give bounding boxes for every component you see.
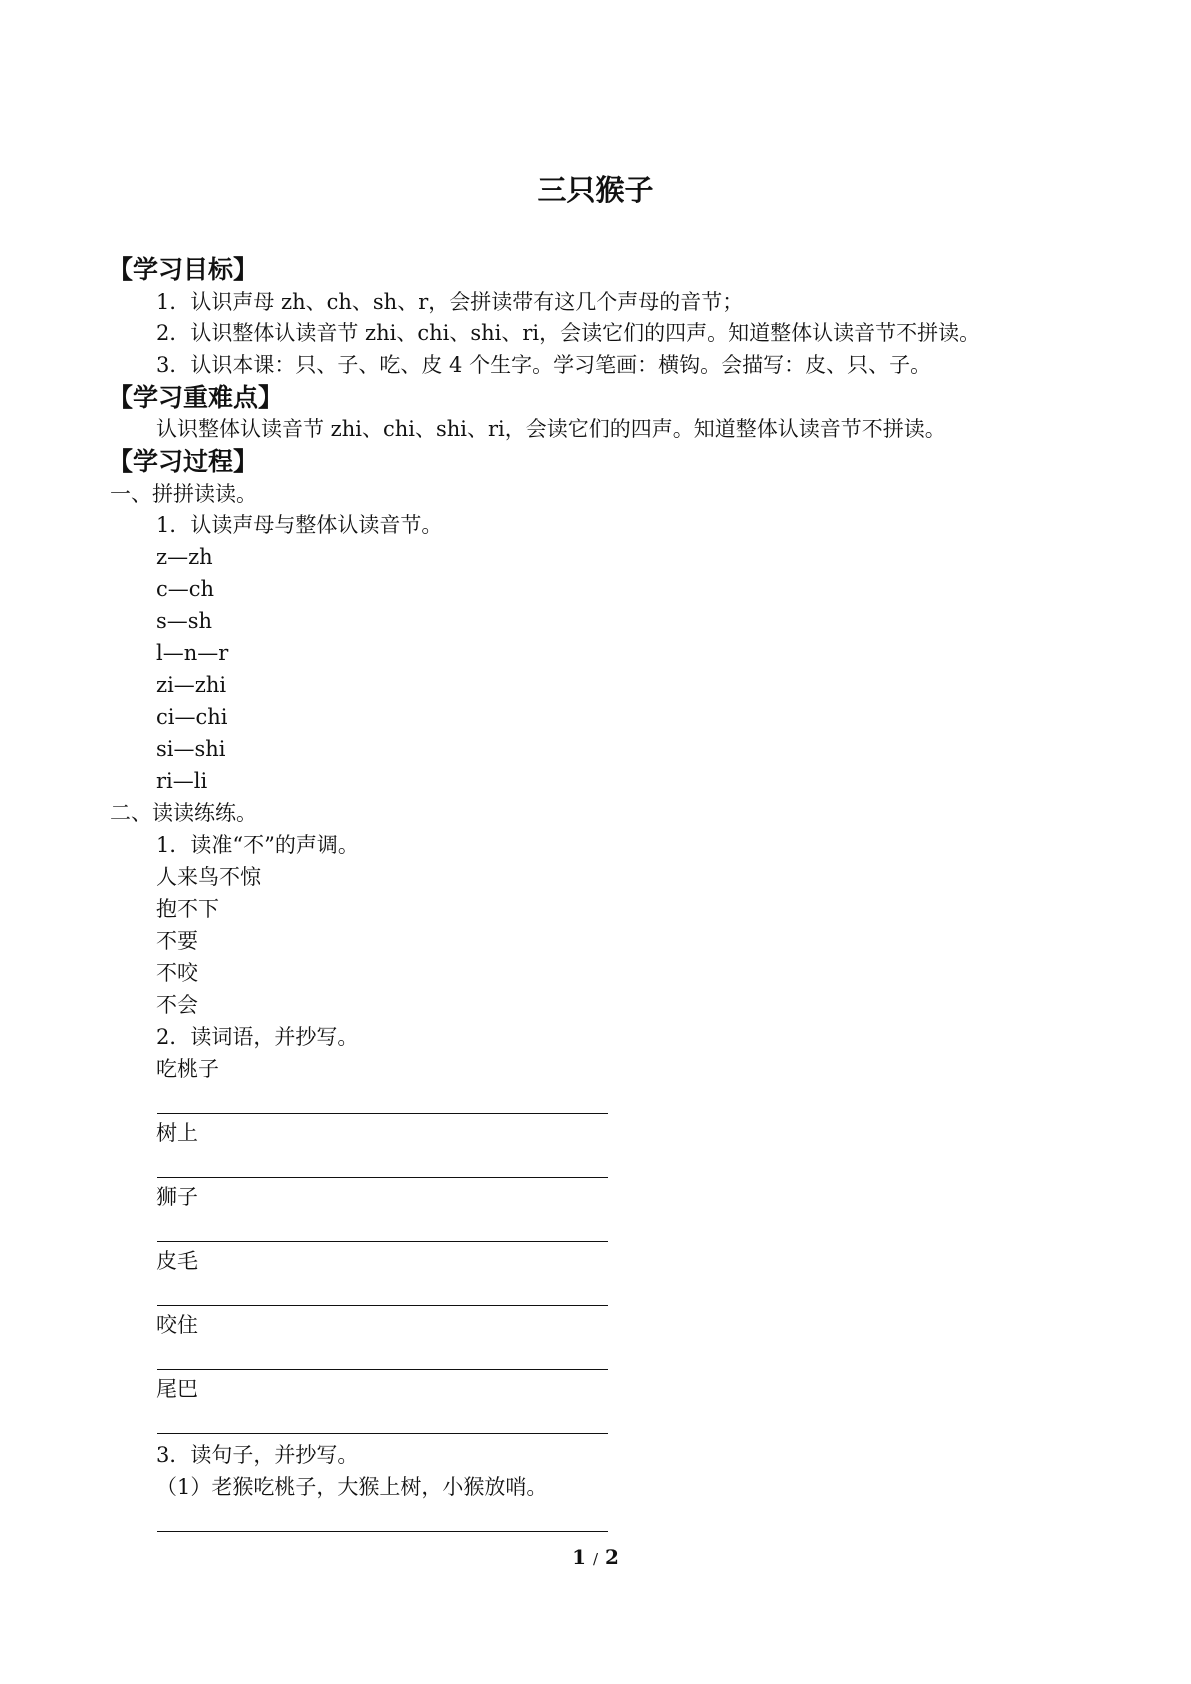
goal-item-3: 3．认识本课：只、子、吃、皮 4 个生字。学习笔画：横钩。会描写：皮、只、子。 [156, 353, 932, 377]
page-number [0, 1544, 1191, 1572]
part2-sub3: 3．读句子，并抄写。 [156, 1443, 359, 1467]
bu-item: 不会 [156, 993, 198, 1017]
bu-item: 不咬 [156, 961, 198, 985]
page-title: 三只猴子 [537, 173, 654, 207]
pinyin-pair: zi—zhi [156, 673, 227, 697]
copy-word: 吃桃子 [156, 1057, 219, 1081]
bu-item: 不要 [156, 929, 198, 953]
pinyin-pair: c—ch [156, 577, 215, 601]
key-points-heading: 【学习重难点】 [108, 383, 284, 412]
pinyin-pair: si—shi [156, 737, 226, 761]
key-points-text: 认识整体认读音节 zhi、chi、shi、ri，会读它们的四声。知道整体认读音节不拼读。 [156, 417, 946, 441]
part2-sub1: 1．读准“不”的声调。 [156, 833, 359, 857]
copy-word: 树上 [156, 1121, 198, 1145]
goals-heading: 【学习目标】 [108, 255, 259, 284]
copy-word: 皮毛 [156, 1249, 198, 1273]
pinyin-pair: ci—chi [156, 705, 228, 729]
copy-blank-line[interactable] [157, 1241, 608, 1242]
copy-blank-line[interactable] [157, 1531, 608, 1532]
pinyin-pair: z—zh [156, 545, 213, 569]
copy-blank-line[interactable] [157, 1113, 608, 1114]
pinyin-pair: ri—li [156, 769, 208, 793]
copy-blank-line[interactable] [157, 1369, 608, 1370]
copy-blank-line[interactable] [157, 1177, 608, 1178]
part2-sub2: 2．读词语，并抄写。 [156, 1025, 359, 1049]
page-separator: / [592, 1550, 599, 1568]
copy-word: 尾巴 [156, 1377, 198, 1401]
page-total: 2 [605, 1545, 619, 1569]
pinyin-pair: l—n—r [156, 641, 229, 665]
copy-blank-line[interactable] [157, 1433, 608, 1434]
part1-title: 一、拼拼读读。 [110, 482, 257, 506]
process-heading: 【学习过程】 [108, 447, 259, 476]
goal-item-2: 2．认识整体认读音节 zhi、chi、shi、ri，会读它们的四声。知道整体认读音节不拼读。 [156, 321, 981, 345]
copy-word: 狮子 [156, 1185, 198, 1209]
sentence-1: （1）老猴吃桃子，大猴上树，小猴放哨。 [156, 1475, 548, 1499]
goal-item-1: 1．认识声母 zh、ch、sh、r，会拼读带有这几个声母的音节； [156, 290, 744, 314]
page-current: 1 [572, 1545, 586, 1569]
part2-title: 二、读读练练。 [110, 801, 257, 825]
copy-blank-line[interactable] [157, 1305, 608, 1306]
copy-word: 咬住 [156, 1313, 198, 1337]
bu-item: 人来鸟不惊 [156, 865, 261, 889]
part1-sub1: 1．认读声母与整体认读音节。 [156, 513, 443, 537]
pinyin-pair: s—sh [156, 609, 213, 633]
bu-item: 抱不下 [156, 897, 219, 921]
